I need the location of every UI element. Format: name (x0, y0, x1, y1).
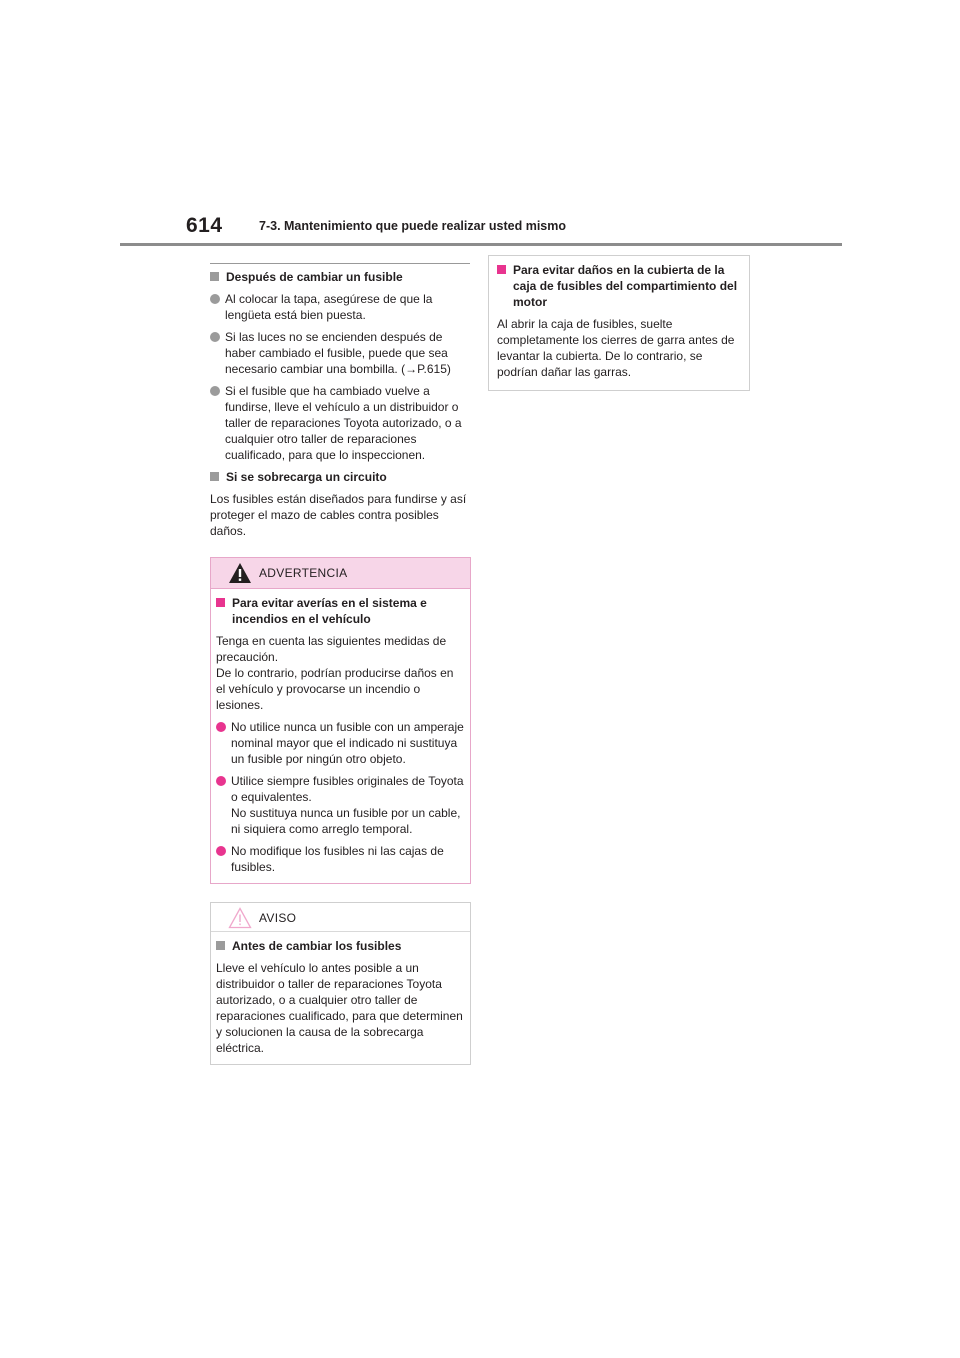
bullet-item: No modifique los fusibles ni las cajas de fusibles. (216, 843, 465, 875)
caution-triangle-icon (228, 907, 252, 934)
circle-bullet-icon (210, 294, 220, 304)
warning-box-header (211, 558, 470, 589)
circle-bullet-icon (216, 722, 226, 732)
square-bullet-icon (216, 598, 225, 607)
notice-heading: Antes de cambiar los fusibles (216, 938, 465, 954)
bullet-item: No utilice nunca un fusible con un amperaje nominal mayor que el indicado ni sustituya un fusible por ningún otro objeto. (216, 719, 465, 767)
engine-fusebox-cover-box (488, 255, 750, 391)
right-column (488, 255, 750, 391)
warning-box (210, 557, 471, 884)
cover-text: Al abrir la caja de fusibles, suelte completamente los cierres de garra antes de levantar la cubierta. De lo contrario, se podrían dañar las garras. (497, 317, 735, 379)
cover-heading: Para evitar daños en la cubierta de la caja de fusibles del compartimiento del motor (497, 262, 742, 310)
warning-triangle-icon (228, 562, 252, 589)
section-divider (210, 263, 470, 264)
left-column (210, 263, 470, 1065)
warning-intro-1: Tenga en cuenta las siguientes medidas de precaución. (216, 634, 447, 664)
notice-label: AVISO (259, 911, 297, 925)
square-bullet-icon (497, 265, 506, 274)
heading-after-changing: Después de cambiar un fusible (210, 269, 470, 285)
square-bullet-icon (216, 941, 225, 950)
circle-bullet-icon (216, 846, 226, 856)
section-title: 7-3. Mantenimiento que puede realizar usted mismo (259, 219, 567, 233)
bullet-item: Si el fusible que ha cambiado vuelve a fundirse, lleve el vehículo a un distribuidor o taller de reparaciones Toyota autorizado, o a cualquier otro taller de reparaciones cualificado, para que lo inspeccionen. (210, 383, 470, 463)
square-bullet-icon (210, 472, 219, 481)
bullet-item: Al colocar la tapa, asegúrese de que la lengüeta está bien puesta. (210, 291, 470, 323)
bullet-item: Si las luces no se encienden después de haber cambiado el fusible, puede que sea necesario cambiar una bombilla. (→P.615) (210, 329, 470, 377)
circle-bullet-icon (210, 332, 220, 342)
notice-box-body (211, 932, 470, 1064)
warning-box-body (211, 589, 470, 883)
header-divider (120, 243, 842, 246)
circle-bullet-icon (216, 776, 226, 786)
warning-label: ADVERTENCIA (259, 566, 348, 580)
page-number: 614 (186, 214, 223, 237)
square-bullet-icon (210, 272, 219, 281)
circle-bullet-icon (210, 386, 220, 396)
notice-text: Lleve el vehículo lo antes posible a un distribuidor o taller de reparaciones Toyota autorizado, o a cualquier otro taller de reparaciones cualificado, para que determinen y solucionen la causa de la sobrecarga eléctrica. (216, 961, 463, 1055)
bullet-item: Utilice siempre fusibles originales de Toyota o equivalentes. No sustituya nunca un fusible por un cable, ni siquiera como arreglo temporal. (216, 773, 465, 837)
notice-box-header (211, 903, 470, 932)
heading-overload: Si se sobrecarga un circuito (210, 469, 470, 485)
notice-box (210, 902, 471, 1065)
warning-intro-2: De lo contrario, podrían producirse daños en el vehículo y provocarse un incendio o lesiones. (216, 666, 454, 712)
page-header (0, 0, 960, 250)
overload-text: Los fusibles están diseñados para fundirse y así proteger el mazo de cables contra posibles daños. (210, 492, 467, 538)
warning-heading: Para evitar averías en el sistema e incendios en el vehículo (216, 595, 465, 627)
